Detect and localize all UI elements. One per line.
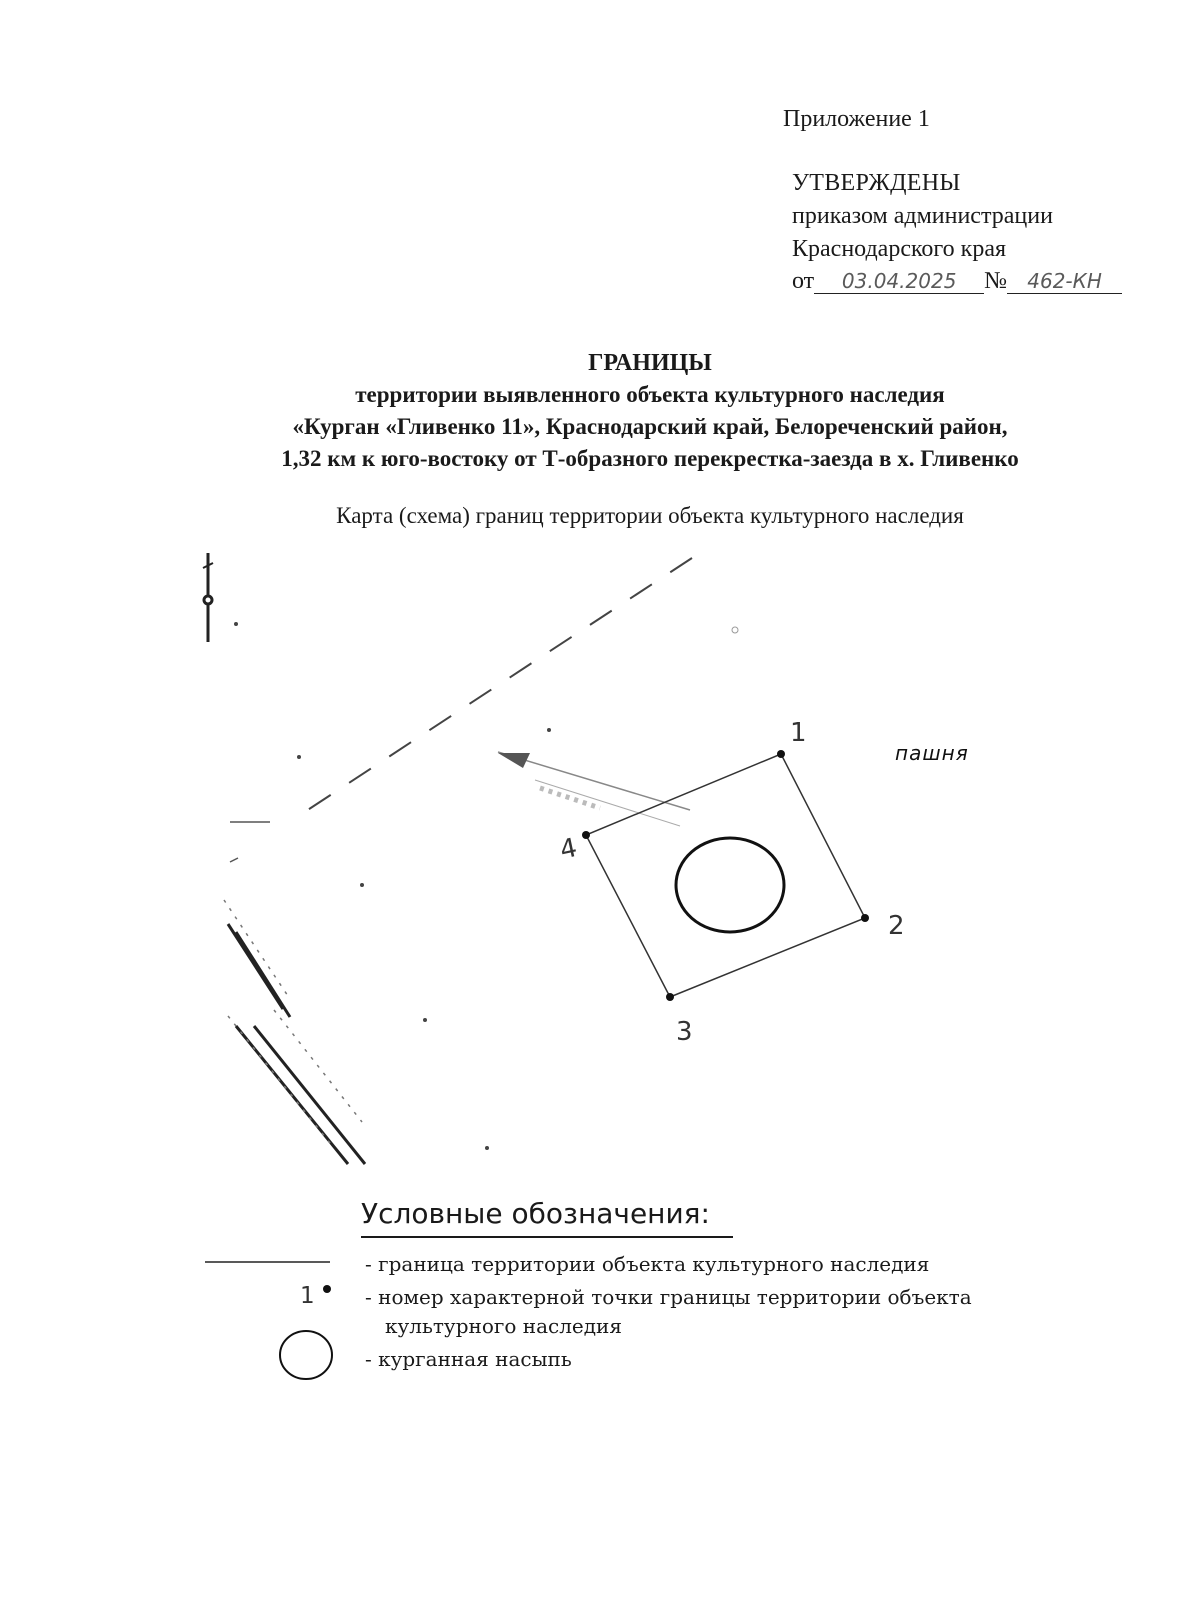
handwritten-date: 03.04.2025: [814, 269, 984, 294]
order-line-2: Краснодарского края: [792, 236, 1007, 262]
document-title: ГРАНИЦЫ: [588, 350, 712, 376]
point-label-4: 4: [557, 832, 580, 866]
legend-mound-text: - курганная насыпь: [365, 1347, 572, 1371]
number-prefix: №: [984, 268, 1008, 294]
point-label-3: 3: [676, 1017, 693, 1047]
title-line-1: территории выявленного объекта культурного наследия: [355, 382, 945, 407]
land-label: пашня: [895, 741, 969, 765]
legend-mound-symbol: [280, 1331, 332, 1379]
dashed-road-line: [300, 558, 692, 815]
appendix-label: Приложение 1: [783, 106, 930, 132]
boundary-point-2: [861, 914, 869, 922]
legend-title-underline: [361, 1236, 733, 1238]
date-prefix: от: [792, 268, 815, 294]
faint-pointer: [498, 752, 690, 826]
handwritten-number: 462-КН: [1007, 269, 1122, 294]
order-line-1: приказом администрации: [792, 203, 1053, 229]
road-lines: [228, 924, 365, 1164]
title-line-2: «Курган «Гливенко 11», Краснодарский край, Белореченский район,: [292, 414, 1008, 439]
legend-point-text-2: культурного наследия: [385, 1314, 623, 1338]
legend-point-symbol: [323, 1285, 331, 1293]
legend-point-number: 1: [300, 1283, 315, 1309]
mound-ellipse: [676, 838, 784, 932]
legend-boundary-text: - граница территории объекта культурного наследия: [365, 1252, 930, 1276]
approved-label: УТВЕРЖДЕНЫ: [792, 170, 961, 196]
boundary-point-1: [777, 750, 785, 758]
legend-point-text-1: - номер характерной точки границы территории объекта: [365, 1285, 972, 1309]
boundary-point-4: [582, 831, 590, 839]
boundary-points: [582, 750, 869, 1001]
point-label-1: 1: [790, 718, 807, 748]
title-line-3: 1,32 км к юго-востоку от Т-образного перекрестка-заезда в х. Гливенко: [281, 446, 1019, 471]
legend-title: Условные обозначения:: [361, 1197, 710, 1230]
scatter-marks: [234, 622, 738, 1150]
point-label-2: 2: [888, 911, 905, 941]
map-edge-ticks: [230, 822, 270, 862]
map-subtitle: Карта (схема) границ территории объекта культурного наследия: [336, 503, 964, 528]
boundary-point-3: [666, 993, 674, 1001]
north-arrow-icon: [203, 553, 213, 642]
road-dotted-lines: [224, 900, 362, 1148]
